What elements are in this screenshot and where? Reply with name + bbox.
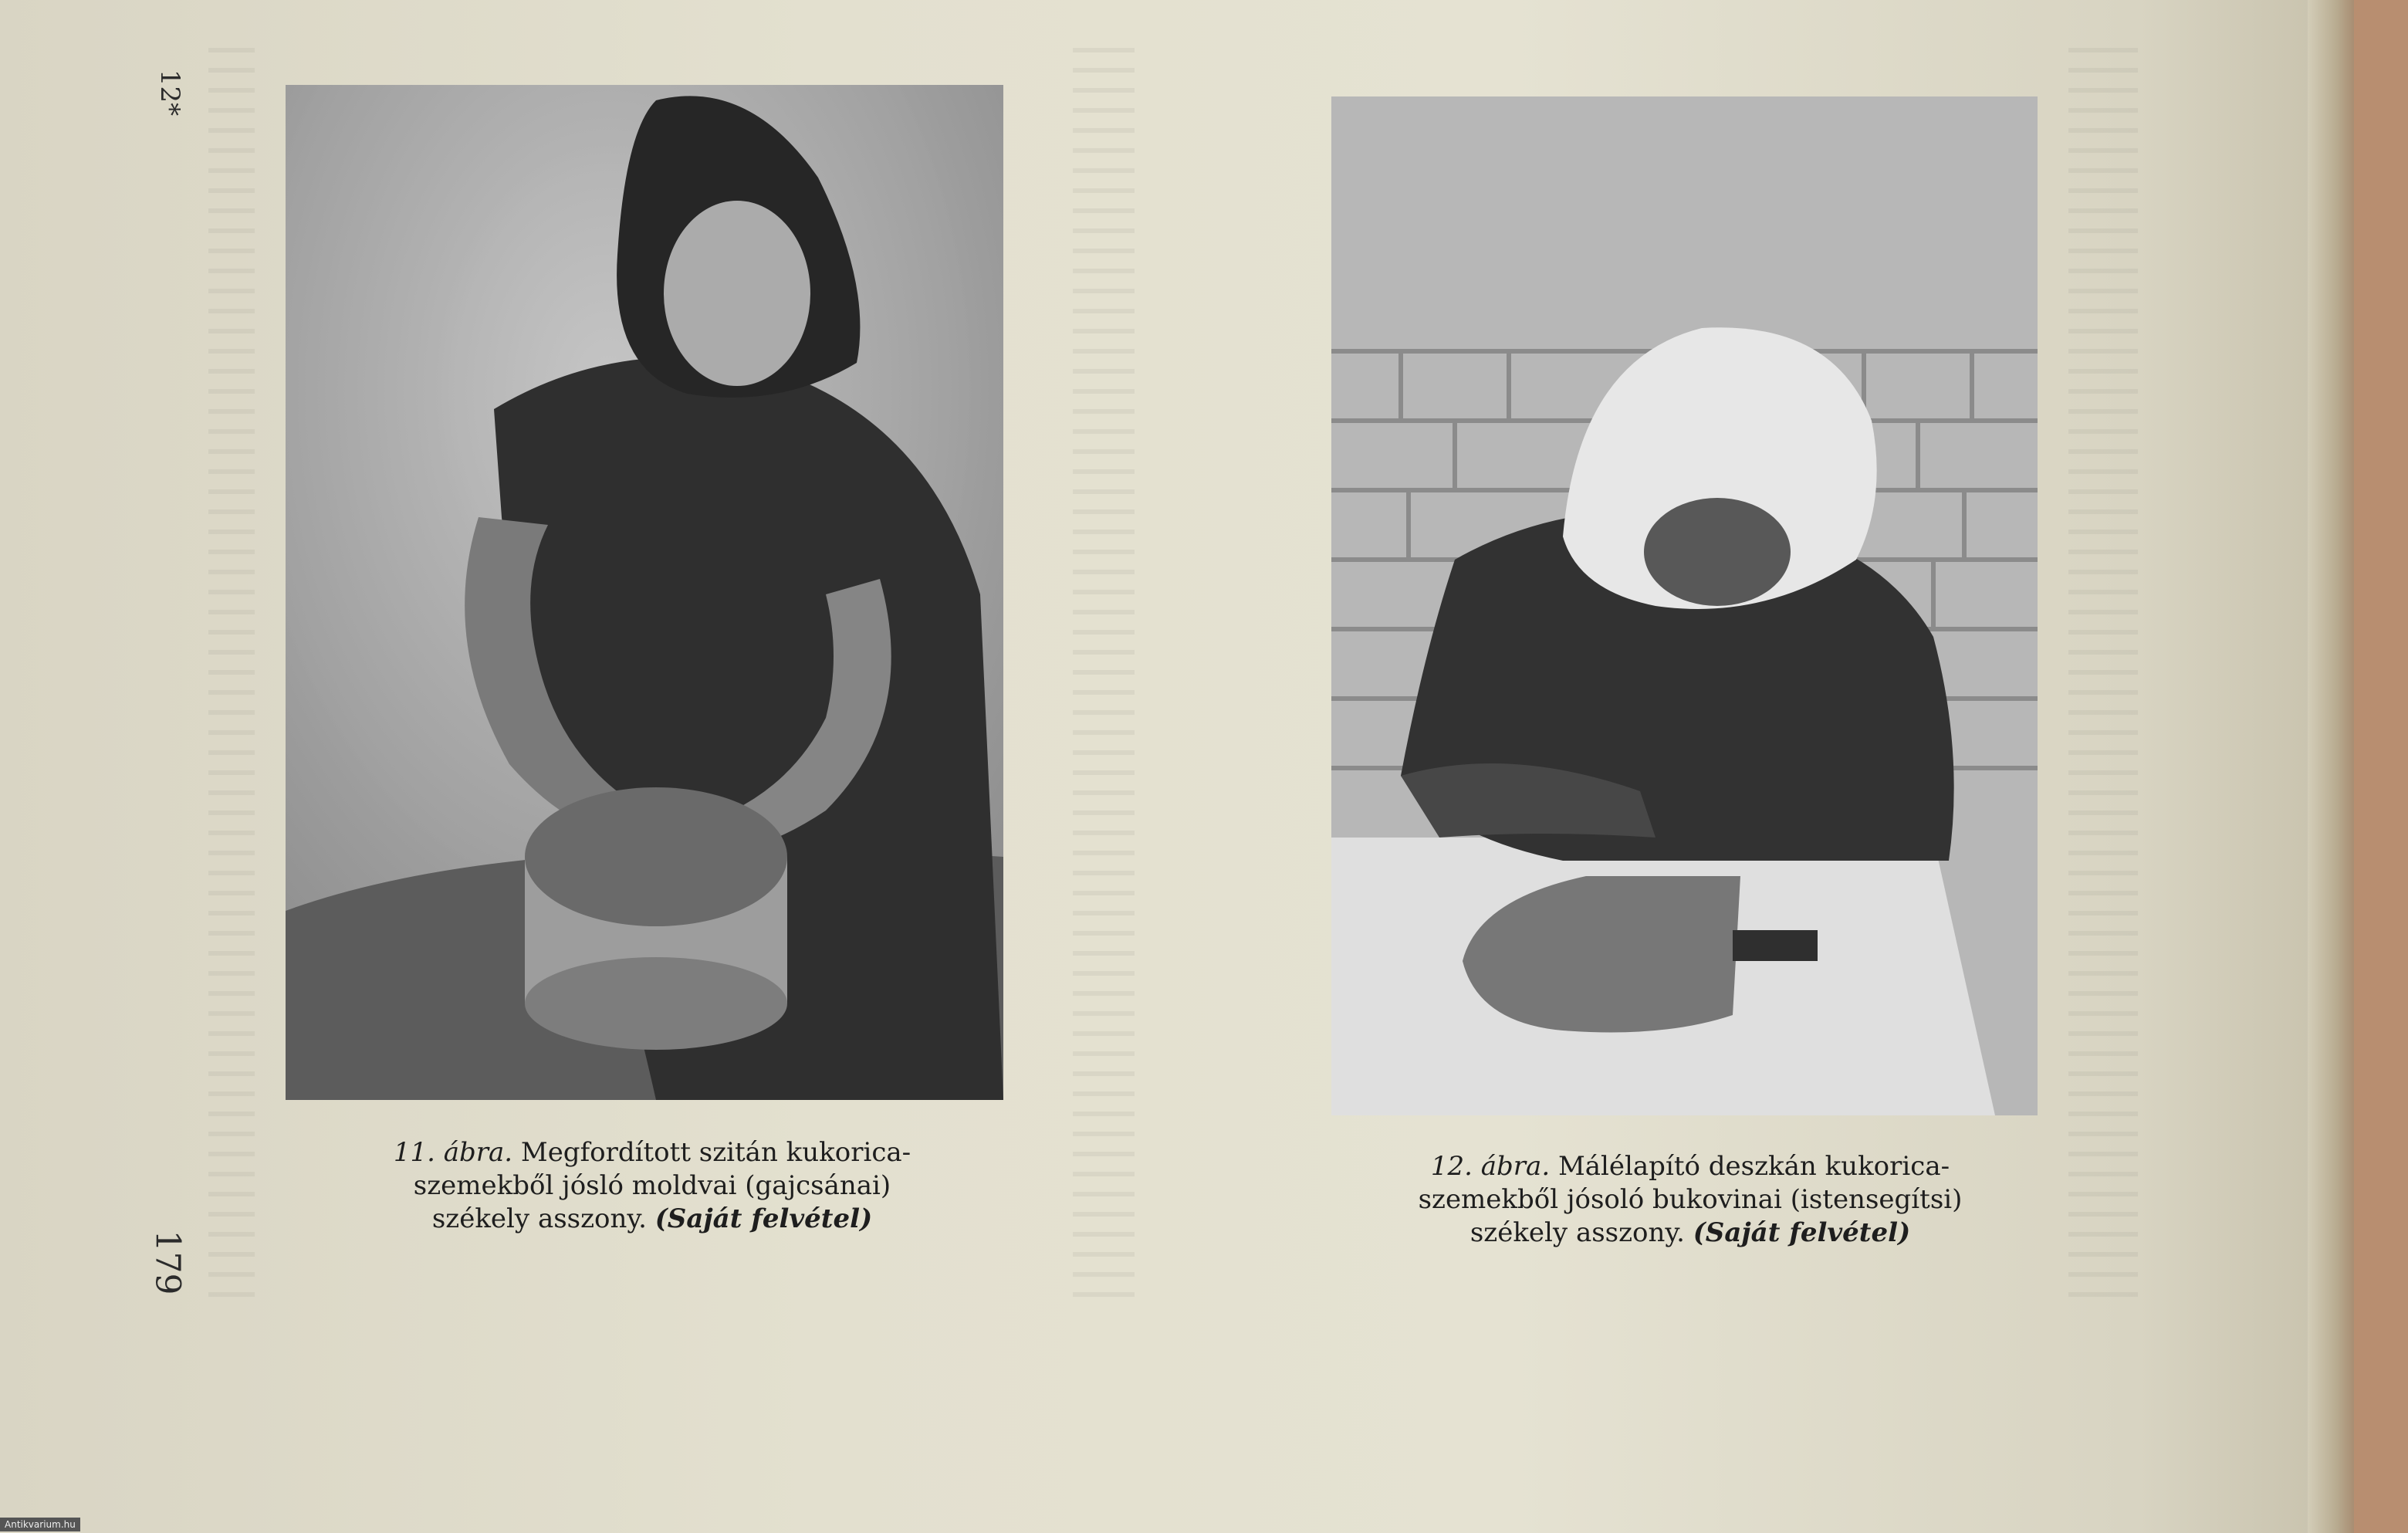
figure-12-photo <box>1331 96 2038 1115</box>
figure-12-caption-line-1: Málélapító deszkán kukorica- <box>1557 1151 1950 1182</box>
figure-11-label: 11. ábra. <box>393 1137 513 1168</box>
figure-11-caption-line-2: szemekből jósló moldvai (gajcsánai) <box>413 1170 891 1201</box>
figure-12-caption-line-3: székely asszony. <box>1469 1217 1685 1248</box>
figure-12-source: (Saját felvétel) <box>1693 1217 1911 1248</box>
figure-12-label: 12. ábra. <box>1430 1151 1551 1182</box>
bleed-through-text <box>208 46 255 1297</box>
book-edge <box>2308 0 2354 1533</box>
figure-11-caption <box>305 1136 999 1236</box>
figure-11-source: (Saját felvétel) <box>654 1203 873 1234</box>
bleed-through-text <box>1073 46 1135 1297</box>
figure-11-photo <box>286 85 1003 1100</box>
figure-11-caption-line-1: Megfordított szitán kukorica- <box>520 1137 911 1168</box>
figure-12-caption <box>1331 1150 2049 1250</box>
figure-11-caption-line-3: székely asszony. <box>431 1203 647 1234</box>
watermark: Antikvarium.hu <box>0 1518 80 1531</box>
figure-12-caption-line-2: szemekből jósoló bukovinai (istensegítsi) <box>1418 1184 1963 1215</box>
page-number: 179 <box>147 1230 188 1295</box>
bleed-through-text <box>2068 46 2138 1297</box>
signature-mark: 12* <box>154 69 186 117</box>
